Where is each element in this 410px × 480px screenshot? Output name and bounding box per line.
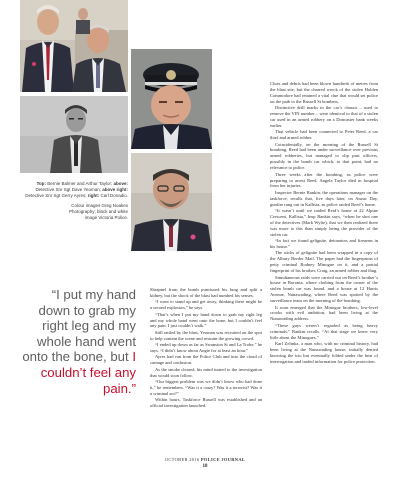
- paragraph: Clues and debris had been blown hundreds of metres from the blast site, but the charred wreck of the stolen Holden Commodore had retained a vital clue that would set police on the path to the Russell St bombers.: [270, 81, 378, 104]
- pull-quote: [20, 287, 136, 396]
- caption-top-label: Top:: [36, 181, 47, 186]
- caption-top-text: Bernie Balmer and Arthur Taylor;: [46, 181, 113, 186]
- paragraph: Simultaneous raids were carried out on Reed’s brother’s house in Boronia, where clothing from the owner of the stolen bomb car was found, and a house at 12 Harris Avenue, Nunawading, where Reed was spotted by the surveillance team on the morning of the bombing.: [270, 274, 378, 304]
- paragraph: “Our biggest problem was we didn’t know who had done it,” he remembers. “Was it a crazy? Was it a terrorist? Was it a criminal act?”: [150, 379, 262, 396]
- paragraph: It soon emerged that the Minogue brothers, low-level crooks with evil ambition, had been living at the Nunawading address.: [270, 304, 378, 322]
- paragraph: “I went to stand up and get away, thinking there might be a second explosion,” he says.: [150, 299, 262, 311]
- caption-credit-line-1: Colour images Greg Noakes: [71, 203, 128, 208]
- article-column-right: [270, 81, 378, 365]
- caption-right-text: Carl Donadio.: [99, 193, 128, 198]
- photo-donadio: [131, 153, 212, 251]
- photo-ayres-black-white: [20, 96, 128, 173]
- paragraph: As the smoke cleared, his mind turned to the investigation that would soon follow.: [150, 366, 262, 378]
- paragraph: “In fact we found gelignite, detonators and firearms in his house.”: [270, 238, 378, 249]
- paragraph: The sticks of gelignite had been wrapped in a copy of the Albury Border Mail. The paper had the fingerprints of petty criminal Rodney Minogue on it, and a partial fingerprint of his brother, Craig, an armed robber and thug.: [270, 250, 378, 274]
- photo-balmer-taylor: [20, 0, 128, 92]
- caption-above-right-label: above right:: [100, 187, 128, 192]
- paragraph: That vehicle had been connected to Peter Reed, a car thief and armed robber.: [270, 129, 378, 141]
- paragraph: Ayres had run from the Police Club and into the cloud of carnage and confusion.: [150, 354, 262, 366]
- page-footer: [0, 457, 410, 462]
- caption-above-label: above:: [112, 181, 128, 186]
- article-column-middle: [150, 287, 262, 410]
- page-number: 18: [202, 464, 208, 469]
- footer-journal: POLICE JOURNAL: [200, 457, 246, 462]
- caption-credit-line-2: Photography; black and white: [68, 209, 128, 214]
- caption-above-text: Detective Snr Sgt Dave Yeoman;: [35, 187, 101, 192]
- paragraph: Still rattled by the blast, Yeoman was recruited on the spot to help contain the scene and restrain the growing crowd.: [150, 329, 262, 341]
- paragraph: “I ended up down as far as Swanston St and La Trobe,” he says. “I didn’t know about Angie for at least an hour.”: [150, 342, 262, 354]
- paragraph: “These guys weren’t regarded as being heavy criminals,” Rankin recalls. “At that stage we knew very little about the Minogues.”: [270, 322, 378, 340]
- paragraph: “It wasn’t until we raided Reid’s home at 22 Alpine Crescent, Kallista,” Insp Rankin says, “when he shot one of the detectives (Mark Wylie), that we then realized there was more to this than simply being the provider of the stolen car.: [270, 208, 378, 237]
- pull-quote-grey-text: “I put my hand down to grab my right leg and my whole hand went onto the bone, but: [22, 287, 136, 365]
- paragraph: Three weeks after the bombing, as police were preparing to arrest Reed, Angela Taylor died in hospital from her injuries.: [270, 171, 378, 189]
- paragraph: Distinctive drill marks in the car’s chassis – used to remove the VIN number – were identical to that of a stolen car used in an armed robbery on a Doncaster bank weeks earlier.: [270, 105, 378, 128]
- caption-credit: [20, 203, 128, 221]
- photo-yeoman-police-cap: [131, 49, 212, 149]
- paragraph: Within hours, Taskforce Russell was established and an official investigation launched.: [150, 397, 262, 409]
- paragraph: Inspector Bernie Rankin, the operations manager on the taskforce, recalls that, five days later, on Anzac Day, gunfire rang out in Kallista, as police raided Reed’s home.: [270, 189, 378, 207]
- paragraph: “That’s when I put my hand down to grab my right leg and my whole hand went onto the bone, but I couldn’t feel any pain. I just couldn’t walk.”: [150, 311, 262, 329]
- paragraph: Shrapnel from the bomb punctured his lung and split a kidney, but the shock of the blast had numbed his senses.: [150, 287, 262, 298]
- paragraph: Karl Zelinka, a man who, with no criminal history, had been living at the Nunawading house, initially denied knowing the trio but eventually folded under the heat of interrogation and traded information for police protection.: [270, 340, 378, 364]
- photo-caption: [20, 181, 128, 221]
- caption-above-right-text: Detective Snr Sgt Gerry Ayres;: [25, 193, 87, 198]
- caption-credit-line-3: image Victoria Police.: [84, 215, 128, 220]
- caption-right-label: right:: [86, 193, 100, 198]
- paragraph: Coincidentally, on the morning of the Russell St bombing, Reed had been under surveillance over previous armed robberies, but managed to slip past officers, possibly in the bomb car which, to that point, had no relevance to police.: [270, 141, 378, 171]
- footer-month: OCTOBER 2016: [164, 457, 200, 462]
- pull-quote-red-text: I couldn’t feel any pain.”: [40, 349, 136, 396]
